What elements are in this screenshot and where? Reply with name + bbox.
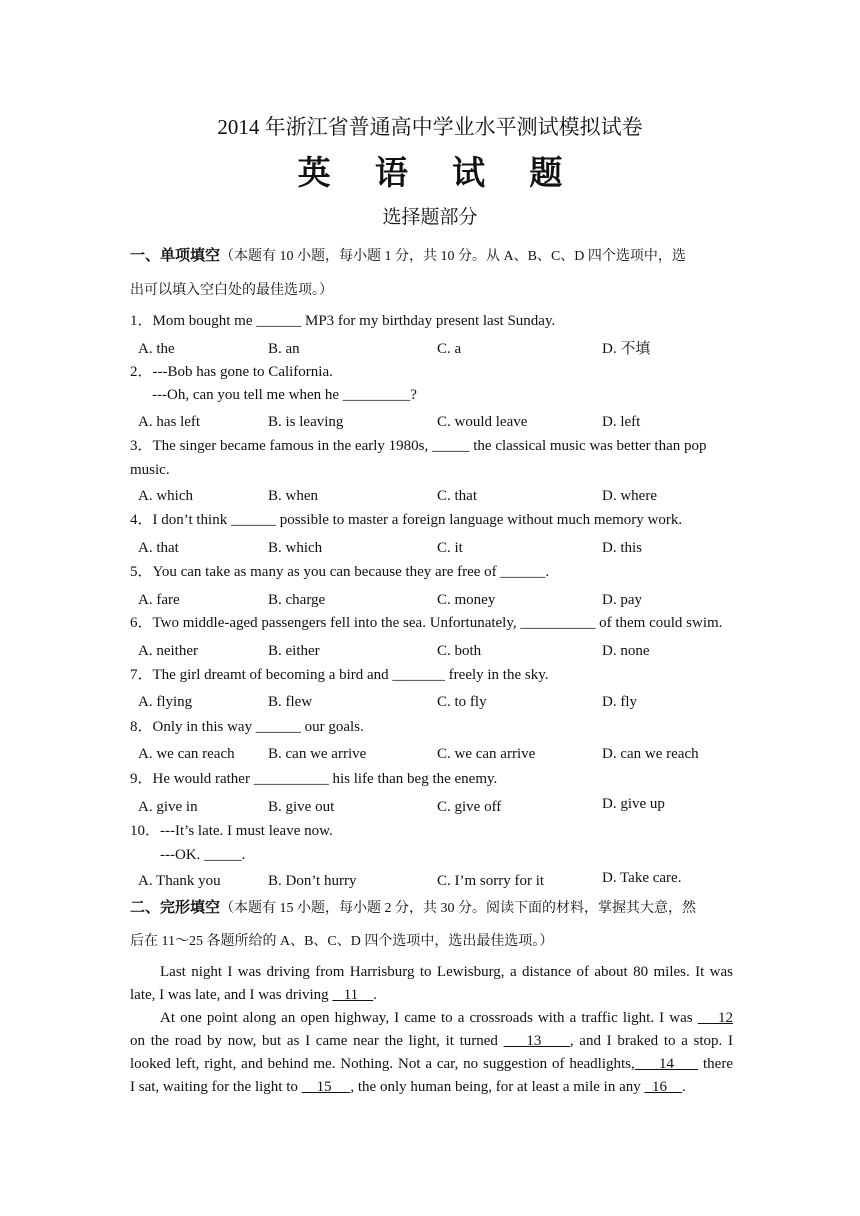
passage-text: , the only human being, for at least a mile in any bbox=[350, 1079, 645, 1095]
option-c: C. a bbox=[437, 341, 462, 357]
subject-title: 英 语 试 题 bbox=[297, 156, 581, 192]
section1-note: （本题有 10 小题，每小题 1 分，共 10 分。从 A、B、C、D 四个选项中，选 bbox=[220, 249, 686, 264]
option-c: C. that bbox=[437, 488, 477, 504]
option-a: A. flying bbox=[138, 694, 193, 710]
option-a: A. neither bbox=[138, 643, 198, 659]
option-a: A. has left bbox=[138, 414, 201, 430]
option-d: D. 不填 bbox=[602, 341, 651, 357]
question-stem: 1．Mom bought me ______ MP3 for my birthday present last Sunday. bbox=[130, 313, 556, 329]
passage-line bbox=[130, 1007, 733, 1030]
section1-note-cont: 出可以填入空白处的最佳选项。） bbox=[130, 283, 333, 298]
question-stem: 5．You can take as many as you can because they are free of ______. bbox=[130, 564, 550, 580]
passage-line: Last night I was driving from Harrisburg to Lewisburg, a distance of about 80 miles. It was bbox=[160, 964, 733, 980]
option-c: C. we can arrive bbox=[437, 746, 536, 762]
passage-text: looked left, right, and behind me. Nothing. Not a car, no suggestion of headlights, bbox=[130, 1056, 635, 1072]
section1-heading: 一、单项填空 bbox=[130, 248, 221, 264]
section2-note-cont: 后在 11～25 各题所给的 A、B、C、D 四个选项中，选出最佳选项。） bbox=[130, 934, 554, 949]
option-d: D. fly bbox=[602, 694, 637, 710]
question-stem: 2．---Bob has gone to California. bbox=[130, 364, 333, 380]
option-b: B. can we arrive bbox=[268, 746, 367, 762]
option-b: B. either bbox=[268, 643, 320, 659]
option-d: D. give up bbox=[602, 796, 665, 812]
passage-text: . bbox=[373, 987, 377, 1003]
option-c: C. it bbox=[437, 540, 463, 556]
passage-text: late, I was late, and I was driving bbox=[130, 987, 333, 1003]
exam-title: 2014 年浙江省普通高中学业水平测试模拟试卷 bbox=[217, 115, 643, 139]
question-stem: 7．The girl dreamt of becoming a bird and _______ freely in the sky. bbox=[130, 667, 549, 683]
option-c: C. money bbox=[437, 592, 496, 608]
passage-line bbox=[130, 1053, 733, 1076]
blank-12: 12 bbox=[697, 1010, 733, 1026]
option-a: A. we can reach bbox=[138, 746, 235, 762]
blank-13: 13 bbox=[503, 1033, 570, 1049]
option-d: D. Take care. bbox=[602, 870, 682, 886]
passage-line bbox=[130, 1030, 733, 1053]
option-d: D. this bbox=[602, 540, 643, 556]
option-b: B. charge bbox=[268, 592, 326, 608]
question-stem-cont: ---Oh, can you tell me when he _________? bbox=[152, 387, 417, 403]
option-d: D. pay bbox=[602, 592, 642, 608]
option-a: A. give in bbox=[138, 799, 198, 815]
question-stem: 8．Only in this way ______ our goals. bbox=[130, 719, 364, 735]
section1-heading-line bbox=[130, 247, 686, 266]
blank-14: 14 bbox=[634, 1056, 699, 1072]
passage-text: At one point along an open highway, I came to a crossroads with a traffic light. I was bbox=[160, 1010, 698, 1026]
part-title: 选择题部分 bbox=[382, 207, 478, 228]
option-a: A. fare bbox=[138, 592, 180, 608]
option-b: B. Don’t hurry bbox=[268, 873, 357, 889]
blank-16: 16 bbox=[644, 1079, 682, 1095]
option-d: D. can we reach bbox=[602, 746, 699, 762]
option-b: B. an bbox=[268, 341, 300, 357]
question-stem-cont: music. bbox=[130, 462, 170, 478]
question-stem: 3．The singer became famous in the early 1980s, _____ the classical music was better than pop bbox=[130, 438, 707, 454]
passage-text: I sat, waiting for the light to bbox=[130, 1079, 302, 1095]
option-c: C. I’m sorry for it bbox=[437, 873, 545, 889]
option-c: C. both bbox=[437, 643, 482, 659]
blank-11: 11 bbox=[332, 987, 374, 1003]
option-c: C. would leave bbox=[437, 414, 528, 430]
section2-heading-line bbox=[130, 899, 696, 918]
option-a: A. that bbox=[138, 540, 179, 556]
option-d: D. left bbox=[602, 414, 641, 430]
passage-text: on the road by now, but as I came near the light, it turned bbox=[130, 1033, 504, 1049]
question-stem: 9．He would rather __________ his life than beg the enemy. bbox=[130, 771, 498, 787]
passage-text: there bbox=[698, 1056, 733, 1072]
question-stem: 6．Two middle-aged passengers fell into the sea. Unfortunately, __________ of them could swim. bbox=[130, 615, 723, 631]
option-b: B. flew bbox=[268, 694, 313, 710]
question-stem-cont: ---OK. _____. bbox=[160, 847, 246, 863]
option-b: B. give out bbox=[268, 799, 335, 815]
option-a: A. Thank you bbox=[138, 873, 221, 889]
blank-15: 15 bbox=[301, 1079, 351, 1095]
option-c: C. to fly bbox=[437, 694, 487, 710]
option-d: D. where bbox=[602, 488, 657, 504]
option-a: A. which bbox=[138, 488, 193, 504]
question-stem: 4．I don’t think ______ possible to master a foreign language without much memory work. bbox=[130, 512, 683, 528]
section2-note: （本题有 15 小题，每小题 2 分，共 30 分。阅读下面的材料，掌握其大意，然 bbox=[220, 901, 697, 916]
option-c: C. give off bbox=[437, 799, 502, 815]
option-a: A. the bbox=[138, 341, 175, 357]
passage-line bbox=[130, 1076, 733, 1099]
section2-heading: 二、完形填空 bbox=[130, 900, 221, 916]
question-stem: 10．---It’s late. I must leave now. bbox=[130, 823, 333, 839]
passage-text: . bbox=[681, 1079, 686, 1095]
option-d: D. none bbox=[602, 643, 650, 659]
passage-line bbox=[130, 984, 733, 1007]
cloze-passage bbox=[130, 961, 733, 1099]
option-b: B. which bbox=[268, 540, 323, 556]
option-b: B. is leaving bbox=[268, 414, 344, 430]
passage-text: , and I braked to a stop. I bbox=[569, 1033, 733, 1049]
option-b: B. when bbox=[268, 488, 318, 504]
